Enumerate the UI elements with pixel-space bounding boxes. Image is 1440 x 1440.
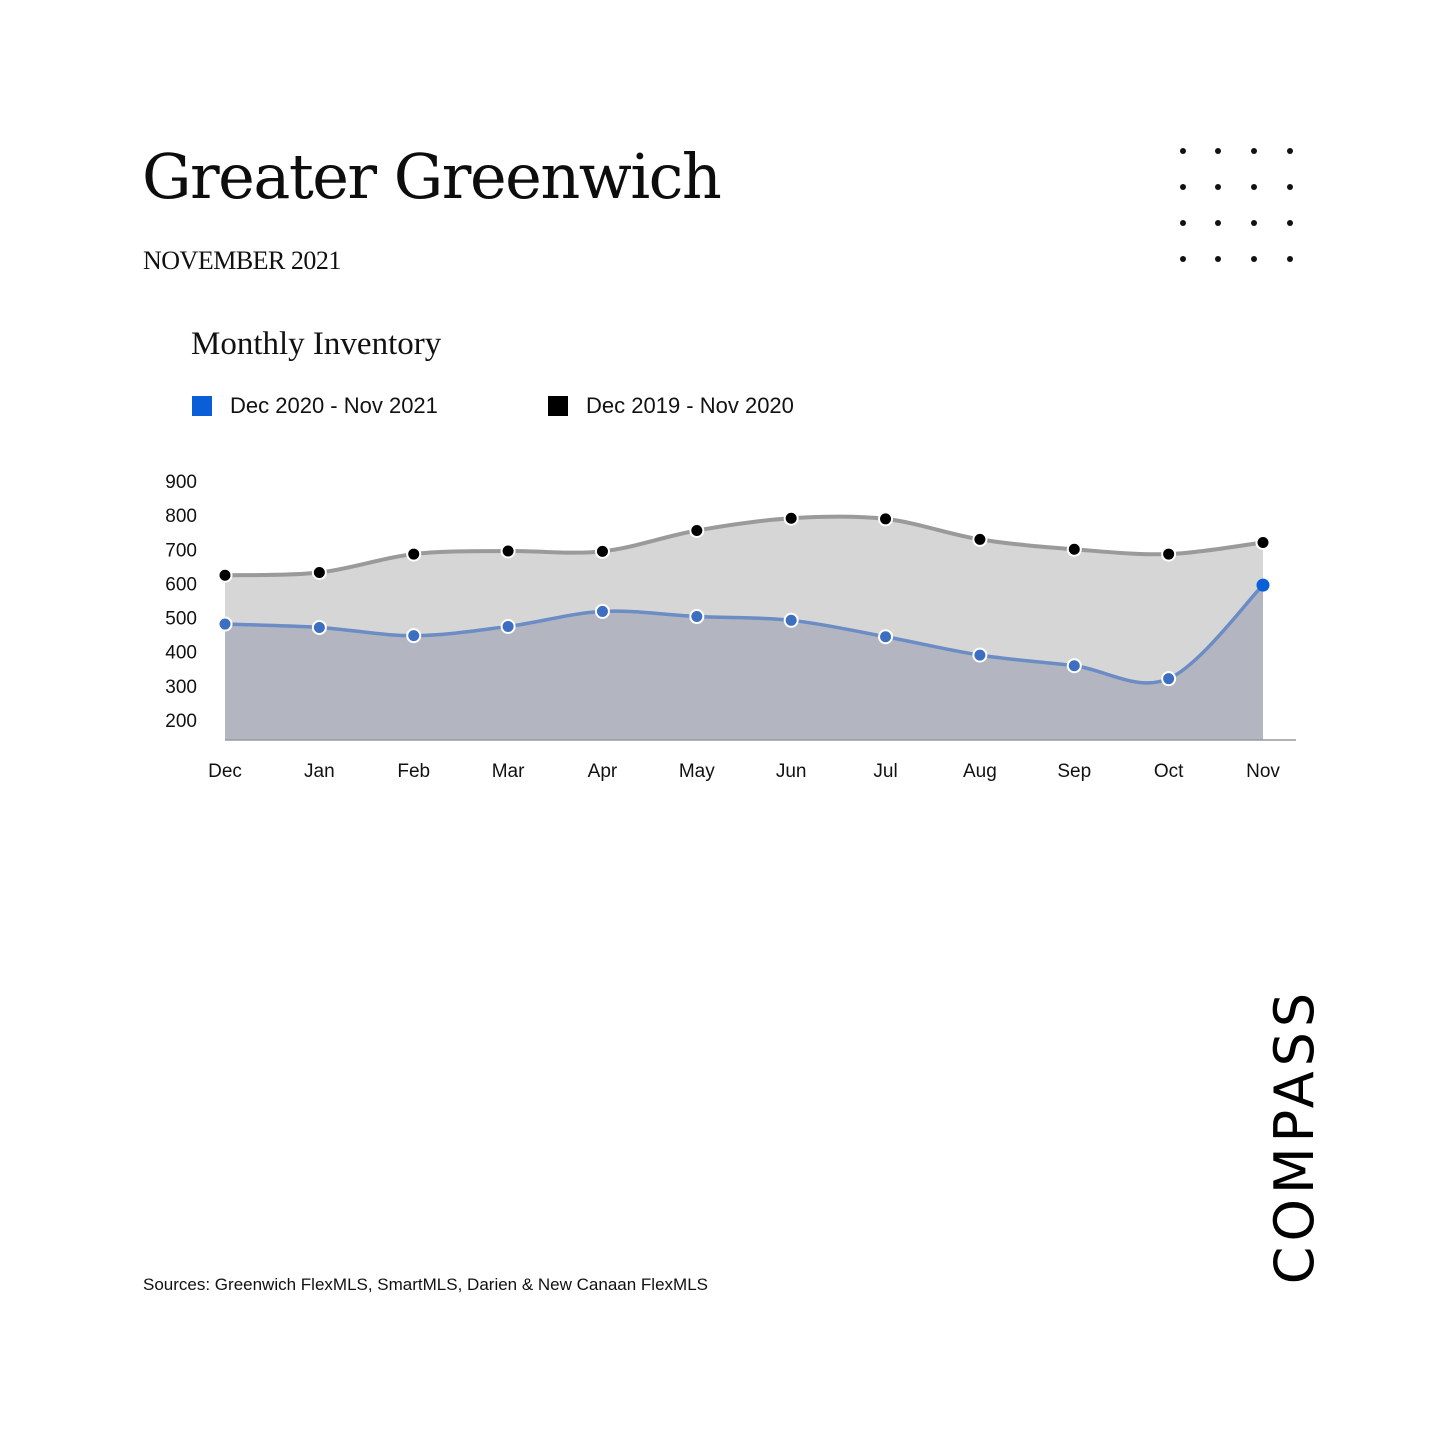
point-prior-series xyxy=(1068,543,1081,556)
point-current-series xyxy=(973,649,986,662)
sources-note: Sources: Greenwich FlexMLS, SmartMLS, Darien & New Canaan FlexMLS xyxy=(143,1275,708,1294)
point-prior-series xyxy=(313,566,326,579)
y-axis-ticks xyxy=(165,472,197,732)
x-tick-label: Jun xyxy=(775,761,807,782)
page-title: Greater Greenwich xyxy=(142,140,721,213)
x-tick-label: Sep xyxy=(1057,761,1092,782)
report-date: NOVEMBER 2021 xyxy=(143,246,341,275)
x-tick-label: Jul xyxy=(873,761,898,782)
point-current-series xyxy=(313,621,326,634)
y-tick-label: 600 xyxy=(165,574,197,596)
point-prior-series xyxy=(1257,536,1270,549)
compass-logo: COMPASS xyxy=(1263,987,1326,1285)
point-prior-series xyxy=(407,548,420,561)
chart-title: Monthly Inventory xyxy=(191,326,442,362)
x-tick-label: Dec xyxy=(208,761,242,782)
point-prior-series xyxy=(690,524,703,537)
point-prior-series xyxy=(879,512,892,525)
legend-label-current: Dec 2020 - Nov 2021 xyxy=(230,393,438,418)
point-current-series xyxy=(1162,672,1175,685)
point-prior-series xyxy=(1162,548,1175,561)
y-tick-label: 900 xyxy=(165,472,197,493)
x-tick-label: Feb xyxy=(397,761,431,782)
point-prior-series xyxy=(785,512,798,525)
point-current-series xyxy=(1257,579,1270,592)
x-tick-label: May xyxy=(678,761,715,782)
y-tick-label: 400 xyxy=(165,642,197,664)
point-current-series xyxy=(785,614,798,627)
point-current-series xyxy=(502,620,515,633)
x-tick-label: Nov xyxy=(1246,761,1280,782)
point-current-series xyxy=(407,629,420,642)
x-tick-label: Jan xyxy=(304,761,335,782)
y-tick-label: 700 xyxy=(165,540,197,562)
y-tick-label: 500 xyxy=(165,608,197,630)
point-current-series xyxy=(879,630,892,643)
legend-label-prior: Dec 2019 - Nov 2020 xyxy=(586,393,794,418)
x-axis-ticks xyxy=(208,761,1280,782)
point-prior-series xyxy=(973,533,986,546)
x-tick-label: Oct xyxy=(1153,761,1184,782)
y-tick-label: 300 xyxy=(165,676,197,698)
point-prior-series xyxy=(219,569,232,582)
point-prior-series xyxy=(596,545,609,558)
point-current-series xyxy=(1068,659,1081,672)
x-tick-label: Mar xyxy=(491,761,525,782)
point-current-series xyxy=(219,618,232,631)
y-tick-label: 800 xyxy=(165,506,197,528)
point-current-series xyxy=(596,605,609,618)
point-prior-series xyxy=(502,544,515,557)
x-tick-label: Apr xyxy=(587,761,618,782)
point-current-series xyxy=(690,610,703,623)
x-tick-label: Aug xyxy=(963,761,997,782)
y-tick-label: 200 xyxy=(165,711,197,732)
